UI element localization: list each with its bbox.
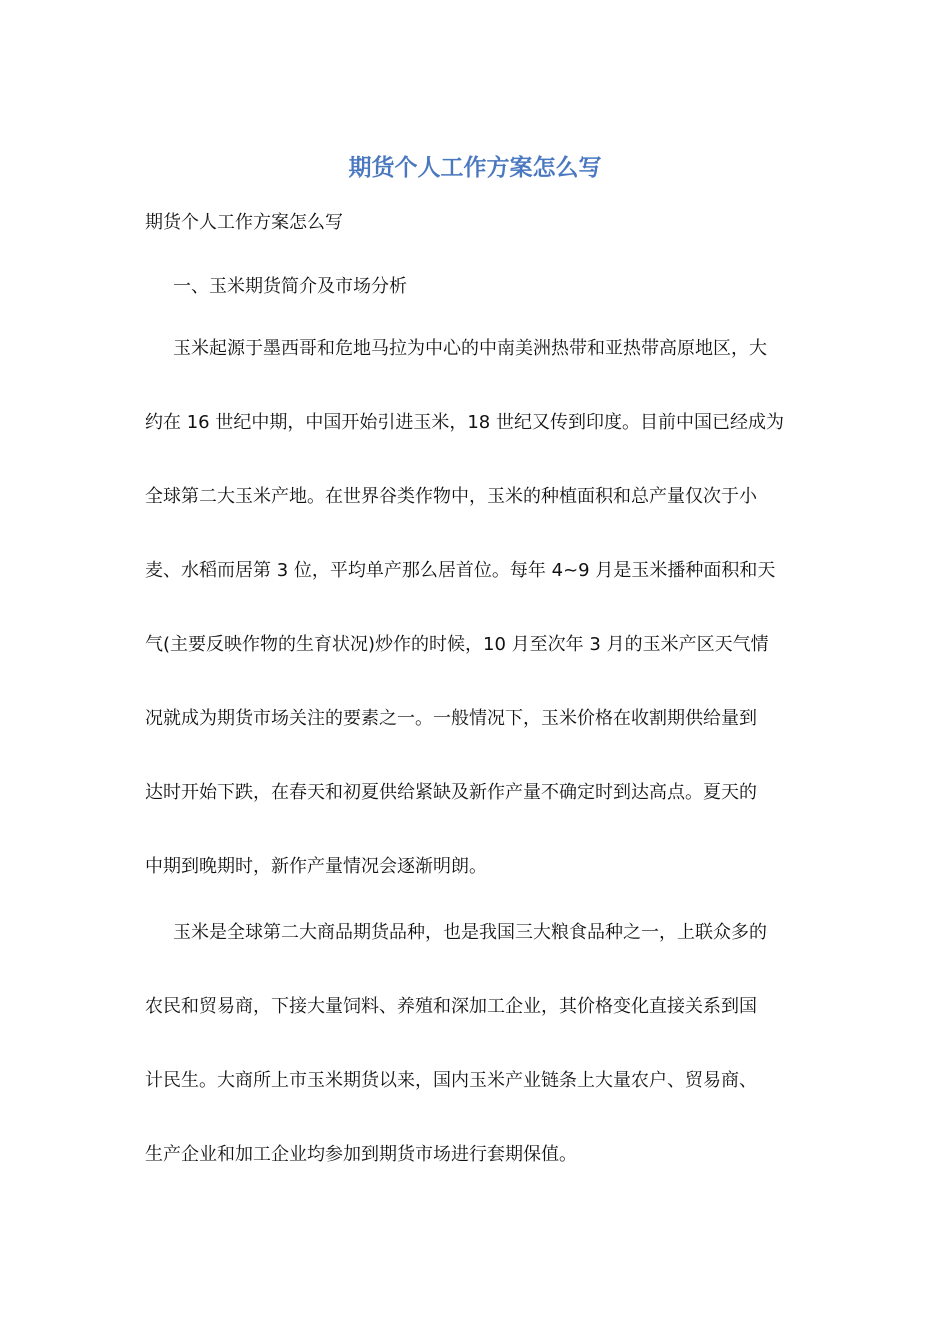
paragraph-line: 农民和贸易商，下接大量饲料、养殖和深加工企业，其价格变化直接关系到国 xyxy=(145,996,757,1017)
paragraph-line: 况就成为期货市场关注的要素之一。一般情况下，玉米价格在收割期供给量到 xyxy=(145,708,757,729)
paragraph-line: 生产企业和加工企业均参加到期货市场进行套期保值。 xyxy=(145,1144,577,1165)
paragraph-1 xyxy=(145,334,810,926)
paragraph-line: 全球第二大玉米产地。在世界谷类作物中，玉米的种植面积和总产量仅次于小 xyxy=(145,486,757,507)
paragraph-line: 中期到晚期时，新作产量情况会逐渐明朗。 xyxy=(145,856,487,877)
paragraph-line: 麦、水稻而居第 3 位，平均单产那么居首位。每年 4~9 月是玉米播种面积和天 xyxy=(145,560,776,581)
document-subtitle: 期货个人工作方案怎么写 xyxy=(145,212,343,233)
section-heading: 一、玉米期货简介及市场分析 xyxy=(173,276,407,297)
paragraph-line: 计民生。大商所上市玉米期货以来，国内玉米产业链条上大量农户、贸易商、 xyxy=(145,1070,757,1091)
document-title: 期货个人工作方案怎么写 xyxy=(348,154,602,181)
paragraph-line: 达时开始下跌，在春天和初夏供给紧缺及新作产量不确定时到达高点。夏天的 xyxy=(145,782,757,803)
paragraph-line: 约在 16 世纪中期，中国开始引进玉米，18 世纪又传到印度。目前中国已经成为 xyxy=(145,412,784,433)
paragraph-line: 玉米是全球第二大商品期货品种，也是我国三大粮食品种之一，上联众多的 xyxy=(173,922,767,943)
paragraph-2 xyxy=(145,918,810,1214)
paragraph-line: 玉米起源于墨西哥和危地马拉为中心的中南美洲热带和亚热带高原地区，大 xyxy=(173,338,767,359)
paragraph-line: 气(主要反映作物的生育状况)炒作的时候，10 月至次年 3 月的玉米产区天气情 xyxy=(145,634,769,655)
